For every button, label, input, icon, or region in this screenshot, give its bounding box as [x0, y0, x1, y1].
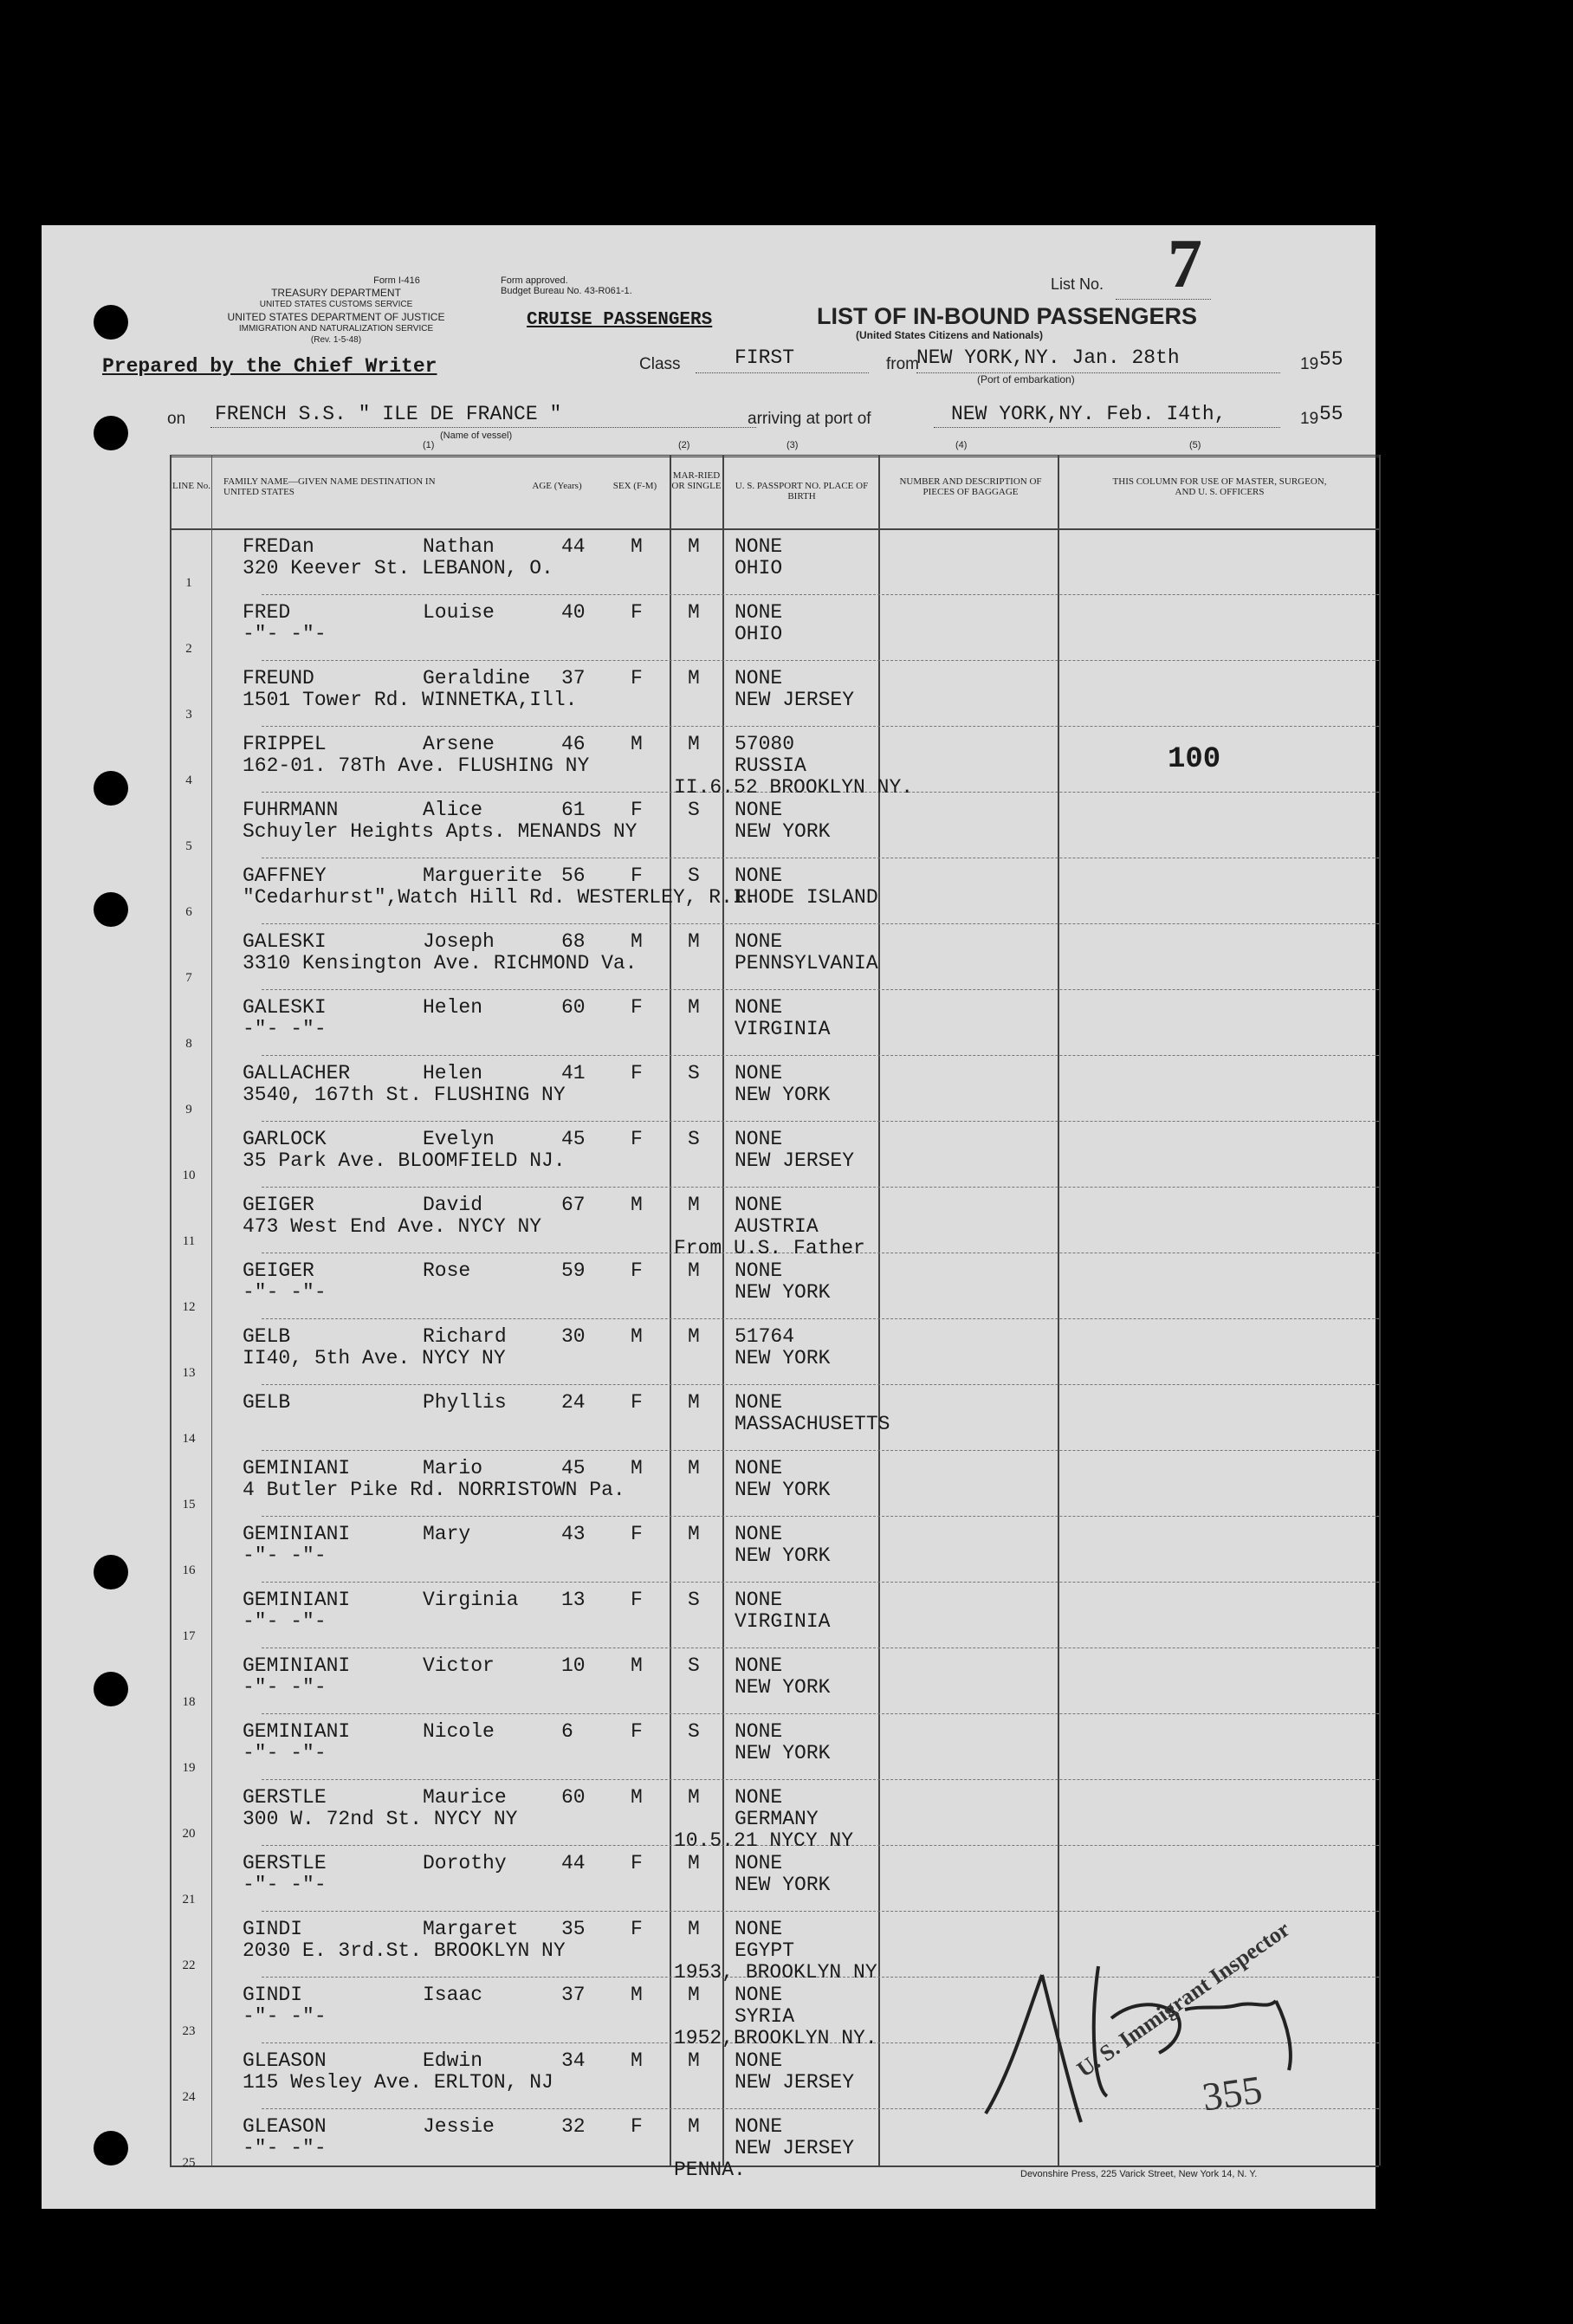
- marital-status: S: [688, 864, 700, 887]
- age: 45: [561, 1128, 586, 1150]
- punch-hole: [94, 2131, 128, 2165]
- passport-number: NONE: [735, 1194, 783, 1216]
- year2-prefix: 19: [1300, 410, 1319, 428]
- destination: -"- -"-: [243, 1610, 327, 1633]
- place-of-birth: GERMANY: [735, 1808, 819, 1830]
- place-of-birth: AUSTRIA: [735, 1215, 819, 1238]
- destination: 35 Park Ave. BLOOMFIELD NJ.: [243, 1149, 566, 1172]
- revision: (Rev. 1-5-48): [310, 335, 362, 345]
- passport-number: NONE: [735, 1523, 783, 1545]
- form-number: Form I-416: [373, 275, 420, 286]
- punch-hole: [94, 1555, 128, 1589]
- given-name: Rose: [423, 1259, 471, 1282]
- line-number: 14: [182, 1432, 196, 1446]
- family-name: FRIPPEL: [243, 733, 327, 755]
- row-note: 10.5.21 NYCY NY: [674, 1829, 854, 1852]
- on-label: on: [167, 410, 186, 428]
- destination: -"- -"-: [243, 2005, 327, 2028]
- place-of-birth: NEW JERSEY: [735, 689, 855, 711]
- marital-status: M: [688, 1325, 700, 1348]
- marital-status: M: [688, 2115, 700, 2138]
- given-name: Richard: [423, 1325, 507, 1348]
- row-note: 1952,BROOKLYN NY.: [674, 2027, 877, 2049]
- embark-note: (Port of embarkation): [977, 373, 1075, 385]
- passport-number: NONE: [735, 1259, 783, 1282]
- arriving-value: NEW YORK,NY. Feb. I4th,: [951, 403, 1227, 425]
- age: 13: [561, 1589, 586, 1611]
- marital-status: M: [688, 1984, 700, 2006]
- place-of-birth: OHIO: [735, 623, 783, 645]
- sex: F: [631, 1259, 643, 1282]
- marital-status: S: [688, 1720, 700, 1743]
- destination: -"- -"-: [243, 623, 327, 645]
- line-number: 18: [182, 1695, 196, 1709]
- family-name: GEMINIANI: [243, 1589, 351, 1611]
- line-number: 2: [185, 642, 192, 656]
- class-value: FIRST: [735, 346, 795, 369]
- passport-number: NONE: [735, 1852, 783, 1874]
- age: 6: [561, 1720, 573, 1743]
- age: 24: [561, 1391, 586, 1414]
- age: 44: [561, 535, 586, 558]
- passport-number: NONE: [735, 1062, 783, 1084]
- form-subtitle: (United States Citizens and Nationals): [856, 329, 1044, 341]
- family-name: GEMINIANI: [243, 1523, 351, 1545]
- line-number: 24: [182, 2090, 196, 2104]
- sex: M: [631, 733, 643, 755]
- marital-status: M: [688, 930, 700, 953]
- given-name: Nathan: [423, 535, 495, 558]
- vessel-note: (Name of vessel): [440, 430, 513, 441]
- family-name: FREUND: [243, 667, 314, 689]
- destination: 320 Keever St. LEBANON, O.: [243, 557, 553, 579]
- passport-number: NONE: [735, 601, 783, 624]
- age: 43: [561, 1523, 586, 1545]
- family-name: FREDan: [243, 535, 314, 558]
- destination: 300 W. 72nd St. NYCY NY: [243, 1808, 518, 1830]
- sex: F: [631, 1720, 643, 1743]
- given-name: Jessie: [423, 2115, 495, 2138]
- family-name: FRED: [243, 601, 291, 624]
- given-name: Louise: [423, 601, 495, 624]
- marital-status: M: [688, 1852, 700, 1874]
- age: 30: [561, 1325, 586, 1348]
- age: 45: [561, 1457, 586, 1479]
- marital-status: M: [688, 1194, 700, 1216]
- col-header-passport: U. S. PASSPORT NO. PLACE OF BIRTH: [735, 481, 869, 502]
- line-number: 22: [182, 1958, 196, 1972]
- given-name: Joseph: [423, 930, 495, 953]
- punch-hole: [94, 416, 128, 450]
- inspector-signature: [960, 1923, 1341, 2165]
- punch-hole: [94, 305, 128, 340]
- sex: F: [631, 601, 643, 624]
- year2: 55: [1319, 403, 1343, 425]
- age: 67: [561, 1194, 586, 1216]
- marital-status: S: [688, 799, 700, 821]
- passport-number: NONE: [735, 1786, 783, 1809]
- family-name: GALLACHER: [243, 1062, 351, 1084]
- sex: F: [631, 1128, 643, 1150]
- marital-status: M: [688, 535, 700, 558]
- passport-number: NONE: [735, 1589, 783, 1611]
- passport-number: NONE: [735, 1457, 783, 1479]
- given-name: Arsene: [423, 733, 495, 755]
- age: 41: [561, 1062, 586, 1084]
- destination: 473 West End Ave. NYCY NY: [243, 1215, 542, 1238]
- marital-status: M: [688, 996, 700, 1019]
- given-name: Helen: [423, 996, 483, 1019]
- punch-hole: [94, 892, 128, 927]
- sex: M: [631, 1786, 643, 1809]
- inspector-stamp: U. S. Immigrant Inspector: [1072, 1916, 1295, 2082]
- given-name: Virginia: [423, 1589, 519, 1611]
- form-approved: Form approved.: [501, 275, 568, 286]
- family-name: GEMINIANI: [243, 1457, 351, 1479]
- age: 37: [561, 1984, 586, 2006]
- place-of-birth: VIRGINIA: [735, 1018, 831, 1040]
- sex: F: [631, 1852, 643, 1874]
- given-name: Evelyn: [423, 1128, 495, 1150]
- ins-service: IMMIGRATION AND NATURALIZATION SERVICE: [238, 324, 434, 333]
- age: 37: [561, 667, 586, 689]
- age: 59: [561, 1259, 586, 1282]
- sex: M: [631, 535, 643, 558]
- marital-status: M: [688, 601, 700, 624]
- line-number: 7: [185, 971, 192, 985]
- destination: -"- -"-: [243, 1544, 327, 1567]
- marital-status: M: [688, 667, 700, 689]
- line-number: 19: [182, 1761, 196, 1775]
- family-name: GELB: [243, 1391, 291, 1414]
- family-name: GEIGER: [243, 1259, 314, 1282]
- sex: F: [631, 1918, 643, 1940]
- sex: F: [631, 1391, 643, 1414]
- row-note: PENNA.: [674, 2159, 746, 2181]
- marital-status: M: [688, 1786, 700, 1809]
- family-name: GELB: [243, 1325, 291, 1348]
- line-number: 4: [185, 774, 192, 787]
- passport-number: NONE: [735, 1128, 783, 1150]
- given-name: Marguerite: [423, 864, 543, 887]
- age: 60: [561, 1786, 586, 1809]
- sex: M: [631, 1984, 643, 2006]
- row-note: From U.S. Father: [674, 1237, 865, 1259]
- destination: 115 Wesley Ave. ERLTON, NJ: [243, 2071, 553, 2094]
- sex: F: [631, 799, 643, 821]
- passport-number: NONE: [735, 2115, 783, 2138]
- age: 35: [561, 1918, 586, 1940]
- sex: F: [631, 1523, 643, 1545]
- stamp-number: 355: [1199, 2067, 1266, 2120]
- place-of-birth: EGYPT: [735, 1939, 795, 1962]
- line-number: 20: [182, 1827, 196, 1841]
- family-name: GEMINIANI: [243, 1720, 351, 1743]
- class-label: Class: [639, 355, 681, 373]
- list-number: 7: [1168, 226, 1202, 302]
- family-name: GALESKI: [243, 930, 327, 953]
- sex: M: [631, 2049, 643, 2072]
- marital-status: M: [688, 2049, 700, 2072]
- form-title: LIST OF IN-BOUND PASSENGERS: [817, 303, 1198, 329]
- place-of-birth: NEW JERSEY: [735, 1149, 855, 1172]
- place-of-birth: RUSSIA: [735, 754, 806, 777]
- year1-prefix: 19: [1300, 355, 1319, 373]
- passport-number: NONE: [735, 864, 783, 887]
- col-num-1: (1): [423, 440, 435, 450]
- destination: -"- -"-: [243, 2137, 327, 2159]
- given-name: Geraldine: [423, 667, 531, 689]
- passport-number: NONE: [735, 799, 783, 821]
- family-name: GAFFNEY: [243, 864, 327, 887]
- destination: "Cedarhurst",Watch Hill Rd. WESTERLEY, R.I.: [243, 886, 757, 909]
- col-num-2: (2): [678, 440, 690, 450]
- row-note: 1953, BROOKLYN NY: [674, 1961, 877, 1984]
- given-name: Isaac: [423, 1984, 483, 2006]
- line-number: 9: [185, 1103, 192, 1117]
- marital-status: M: [688, 1523, 700, 1545]
- given-name: Mary: [423, 1523, 471, 1545]
- place-of-birth: PENNSYLVANIA: [735, 952, 878, 974]
- marital-status: M: [688, 1391, 700, 1414]
- destination: 162-01. 78Th Ave. FLUSHING NY: [243, 754, 590, 777]
- place-of-birth: RHODE ISLAND: [735, 886, 878, 909]
- col-header-name: FAMILY NAME—GIVEN NAME DESTINATION IN UNITED STATES: [223, 476, 436, 497]
- marital-status: M: [688, 733, 700, 755]
- arriving-label: arriving at port of: [748, 410, 871, 428]
- place-of-birth: NEW JERSEY: [735, 2137, 855, 2159]
- place-of-birth: NEW YORK: [735, 1676, 831, 1699]
- passport-number: NONE: [735, 1984, 783, 2006]
- sex: F: [631, 667, 643, 689]
- passport-number: NONE: [735, 996, 783, 1019]
- destination: 4 Butler Pike Rd. NORRISTOWN Pa.: [243, 1479, 625, 1501]
- place-of-birth: NEW JERSEY: [735, 2071, 855, 2094]
- line-number: 1: [185, 576, 192, 590]
- destination: 3310 Kensington Ave. RICHMOND Va.: [243, 952, 638, 974]
- destination: -"- -"-: [243, 1281, 327, 1304]
- marital-status: S: [688, 1128, 700, 1150]
- family-name: GINDI: [243, 1984, 303, 2006]
- from-label: from: [886, 355, 919, 373]
- sex: F: [631, 1062, 643, 1084]
- destination: -"- -"-: [243, 1018, 327, 1040]
- destination: 3540, 167th St. FLUSHING NY: [243, 1084, 566, 1106]
- place-of-birth: SYRIA: [735, 2005, 795, 2028]
- given-name: David: [423, 1194, 483, 1216]
- given-name: Margaret: [423, 1918, 519, 1940]
- family-name: GEMINIANI: [243, 1654, 351, 1677]
- line-number: 15: [182, 1498, 196, 1512]
- family-name: GLEASON: [243, 2115, 327, 2138]
- budget-bureau: Budget Bureau No. 43-R061-1.: [501, 286, 632, 296]
- place-of-birth: NEW YORK: [735, 1281, 831, 1304]
- destination: 2030 E. 3rd.St. BROOKLYN NY: [243, 1939, 566, 1962]
- age: 46: [561, 733, 586, 755]
- age: 56: [561, 864, 586, 887]
- customs-service: UNITED STATES CUSTOMS SERVICE: [259, 300, 413, 309]
- sex: F: [631, 996, 643, 1019]
- justice-dept: UNITED STATES DEPARTMENT OF JUSTICE: [227, 311, 445, 323]
- place-of-birth: MASSACHUSETTS: [735, 1413, 890, 1435]
- line-number: 8: [185, 1037, 192, 1051]
- place-of-birth: VIRGINIA: [735, 1610, 831, 1633]
- given-name: Victor: [423, 1654, 495, 1677]
- col-header-officers: THIS COLUMN FOR USE OF MASTER, SURGEON, AND U. S. OFFICERS: [1112, 476, 1327, 497]
- col-num-4: (4): [955, 440, 968, 450]
- family-name: GLEASON: [243, 2049, 327, 2072]
- age: 40: [561, 601, 586, 624]
- line-number: 25: [182, 2156, 196, 2170]
- given-name: Mario: [423, 1457, 483, 1479]
- sex: M: [631, 1325, 643, 1348]
- given-name: Helen: [423, 1062, 483, 1084]
- row-note: II.6.52 BROOKLYN NY.: [674, 776, 914, 799]
- col-header-married: MAR-RIED OR SINGLE: [671, 470, 722, 491]
- age: 68: [561, 930, 586, 953]
- destination: -"- -"-: [243, 1874, 327, 1896]
- given-name: Dorothy: [423, 1852, 507, 1874]
- col-header-age: AGE (Years): [532, 481, 582, 491]
- family-name: GARLOCK: [243, 1128, 327, 1150]
- line-number: 11: [182, 1234, 196, 1248]
- marital-status: M: [688, 1457, 700, 1479]
- place-of-birth: NEW YORK: [735, 1874, 831, 1896]
- family-name: GEIGER: [243, 1194, 314, 1216]
- age: 44: [561, 1852, 586, 1874]
- family-name: GALESKI: [243, 996, 327, 1019]
- place-of-birth: OHIO: [735, 557, 783, 579]
- place-of-birth: NEW YORK: [735, 1347, 831, 1369]
- age: 32: [561, 2115, 586, 2138]
- family-name: FUHRMANN: [243, 799, 339, 821]
- sex: M: [631, 1457, 643, 1479]
- given-name: Nicole: [423, 1720, 495, 1743]
- passport-number: NONE: [735, 1654, 783, 1677]
- sex: F: [631, 2115, 643, 2138]
- list-label: List No.: [1051, 275, 1104, 293]
- family-name: GERSTLE: [243, 1852, 327, 1874]
- sex: F: [631, 864, 643, 887]
- given-name: Alice: [423, 799, 483, 821]
- marital-status: S: [688, 1589, 700, 1611]
- punch-hole: [94, 771, 128, 806]
- place-of-birth: NEW YORK: [735, 820, 831, 843]
- age: 34: [561, 2049, 586, 2072]
- sex: M: [631, 930, 643, 953]
- family-name: GINDI: [243, 1918, 303, 1940]
- passport-number: NONE: [735, 2049, 783, 2072]
- vessel-name: FRENCH S.S. " ILE DE FRANCE ": [215, 403, 562, 425]
- col-header-baggage: NUMBER AND DESCRIPTION OF PIECES OF BAGGAGE: [899, 476, 1042, 497]
- year1: 55: [1319, 348, 1343, 371]
- passport-number: NONE: [735, 667, 783, 689]
- age: 10: [561, 1654, 586, 1677]
- line-number: 3: [185, 708, 192, 722]
- line-number: 17: [182, 1629, 196, 1643]
- passport-number: NONE: [735, 930, 783, 953]
- line-number: 10: [182, 1168, 196, 1182]
- destination: -"- -"-: [243, 1676, 327, 1699]
- marital-status: M: [688, 1918, 700, 1940]
- col-num-5: (5): [1189, 440, 1201, 450]
- passport-number: 51764: [735, 1325, 795, 1348]
- line-number: 5: [185, 839, 192, 853]
- passport-number: NONE: [735, 1918, 783, 1940]
- family-name: GERSTLE: [243, 1786, 327, 1809]
- place-of-birth: NEW YORK: [735, 1742, 831, 1764]
- col-num-3: (3): [786, 440, 799, 450]
- line-number: 12: [182, 1300, 196, 1314]
- officer-mark: 100: [1168, 743, 1221, 776]
- sex: M: [631, 1194, 643, 1216]
- age: 60: [561, 996, 586, 1019]
- from-value: NEW YORK,NY. Jan. 28th: [916, 346, 1180, 369]
- prepared-by: Prepared by the Chief Writer: [102, 355, 437, 378]
- age: 61: [561, 799, 586, 821]
- destination: Schuyler Heights Apts. MENANDS NY: [243, 820, 638, 843]
- col-header-sex: SEX (F-M): [612, 481, 657, 491]
- destination: 1501 Tower Rd. WINNETKA,Ill.: [243, 689, 578, 711]
- sex: M: [631, 1654, 643, 1677]
- destination: -"- -"-: [243, 1742, 327, 1764]
- given-name: Edwin: [423, 2049, 483, 2072]
- line-number: 21: [182, 1893, 196, 1906]
- treasury-dept: TREASURY DEPARTMENT: [271, 287, 401, 299]
- col-header-line: LINE No.: [172, 481, 210, 491]
- line-number: 23: [182, 2024, 196, 2038]
- passport-number: 57080: [735, 733, 795, 755]
- destination: II40, 5th Ave. NYCY NY: [243, 1347, 506, 1369]
- punch-hole: [94, 1672, 128, 1706]
- line-number: 6: [185, 905, 192, 919]
- line-number: 13: [182, 1366, 196, 1380]
- place-of-birth: NEW YORK: [735, 1084, 831, 1106]
- cruise-label: CRUISE PASSENGERS: [527, 310, 713, 330]
- passport-number: NONE: [735, 535, 783, 558]
- place-of-birth: NEW YORK: [735, 1479, 831, 1501]
- sex: F: [631, 1589, 643, 1611]
- line-number: 16: [182, 1563, 196, 1577]
- given-name: Phyllis: [423, 1391, 507, 1414]
- given-name: Maurice: [423, 1786, 507, 1809]
- place-of-birth: NEW YORK: [735, 1544, 831, 1567]
- form-sheet: [42, 225, 1376, 2209]
- printer-note: Devonshire Press, 225 Varick Street, New York 14, N. Y.: [1020, 2169, 1258, 2179]
- marital-status: S: [688, 1062, 700, 1084]
- passport-number: NONE: [735, 1391, 783, 1414]
- marital-status: M: [688, 1259, 700, 1282]
- marital-status: S: [688, 1654, 700, 1677]
- passport-number: NONE: [735, 1720, 783, 1743]
